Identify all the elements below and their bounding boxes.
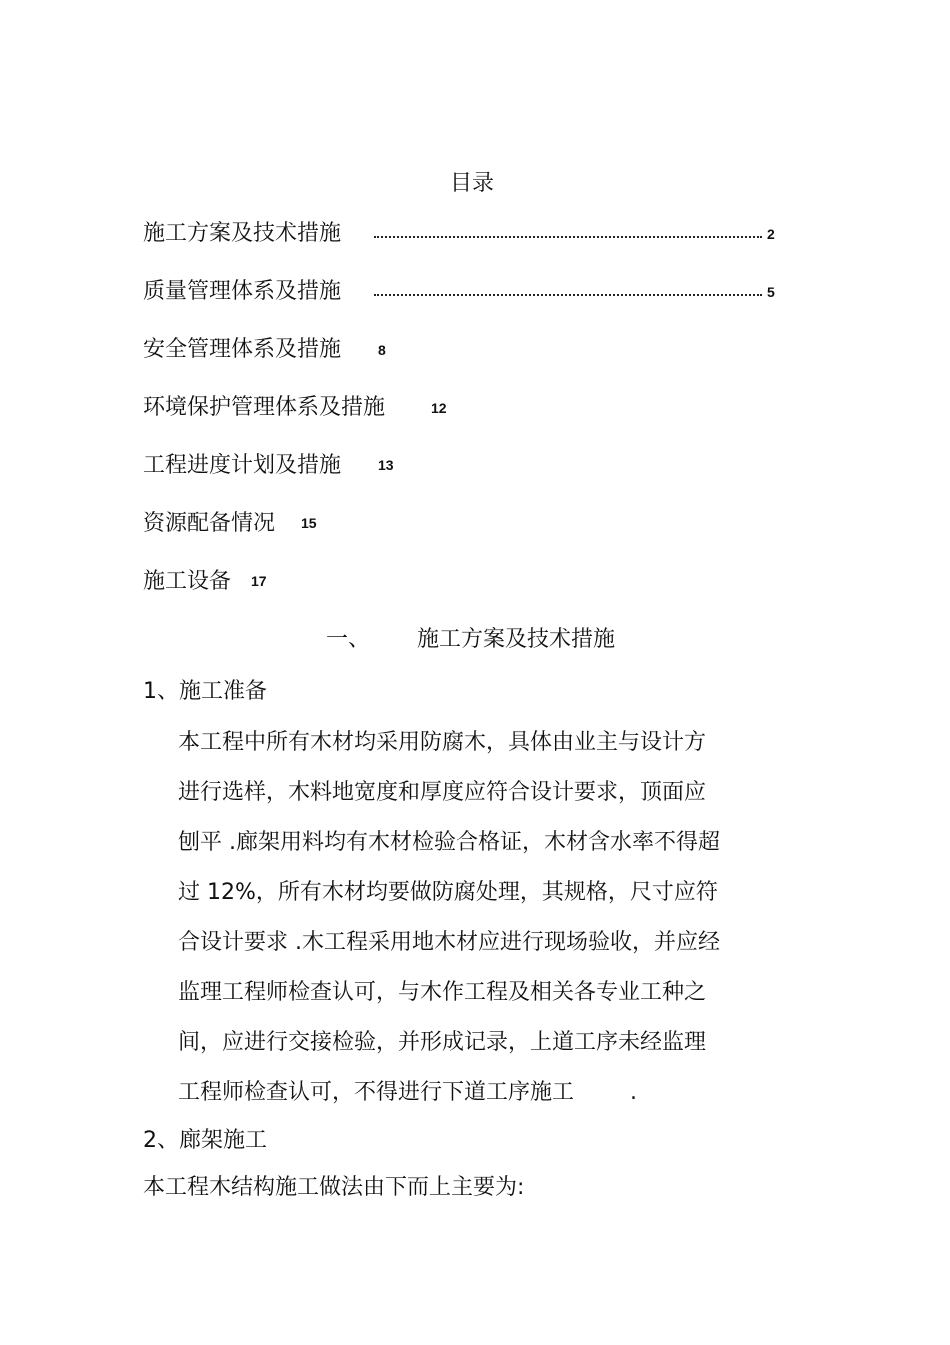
toc-entry-text: 质量管理体系及措施 [143, 279, 342, 304]
body-text: 本工程木结构施工做法由下而上主要为: [143, 1175, 525, 1200]
section-number: 一、 [326, 627, 371, 652]
toc-entry-text: 安全管理体系及措施 [143, 337, 342, 362]
section-title: 施工方案及技术措施 [417, 627, 616, 652]
toc-entry-text: 资源配备情况 [143, 511, 276, 536]
paragraph-line: 过 12%，所有木材均要做防腐处理，其规格，尺寸应符 [178, 880, 718, 905]
paragraph-line: 间，应进行交接检验，并形成记录，上道工序未经监理 [178, 1030, 707, 1055]
toc-entry-page: 12 [431, 400, 447, 416]
toc-leader-dots [374, 292, 762, 296]
paragraph-line: 进行选样，木料地宽度和厚度应符合设计要求，顶面应 [178, 780, 707, 805]
paragraph-line: 本工程中所有木材均采用防腐木，具体由业主与设计方 [178, 730, 707, 755]
toc-leader-dots [374, 234, 762, 238]
subsection-heading: 2、廊架施工 [143, 1128, 267, 1153]
toc-entry-text: 施工设备 [143, 569, 232, 594]
toc-entry-page: 2 [767, 226, 775, 242]
toc-entry-page: 17 [251, 573, 267, 589]
toc-entry-text: 环境保护管理体系及措施 [143, 395, 386, 420]
toc-entry-text: 工程进度计划及措施 [143, 453, 342, 478]
subsection-heading: 1、施工准备 [143, 679, 267, 704]
toc-entry-page: 13 [378, 457, 394, 473]
toc-entry-text: 施工方案及技术措施 [143, 221, 342, 246]
toc-title: 目录 [450, 171, 495, 196]
toc-entry-page: 5 [767, 284, 775, 300]
paragraph-line: 合设计要求 .木工程采用地木材应进行现场验收，并应经 [178, 930, 720, 955]
toc-entry-page: 15 [301, 515, 317, 531]
toc-entry-page: 8 [378, 342, 386, 358]
paragraph-line: 工程师检查认可，不得进行下道工序施工 . [178, 1080, 637, 1105]
paragraph-line: 刨平 .廊架用料均有木材检验合格证，木材含水率不得超 [178, 830, 720, 855]
paragraph-line: 监理工程师检查认可，与木作工程及相关各专业工种之 [178, 980, 707, 1005]
paragraph [178, 718, 778, 1118]
